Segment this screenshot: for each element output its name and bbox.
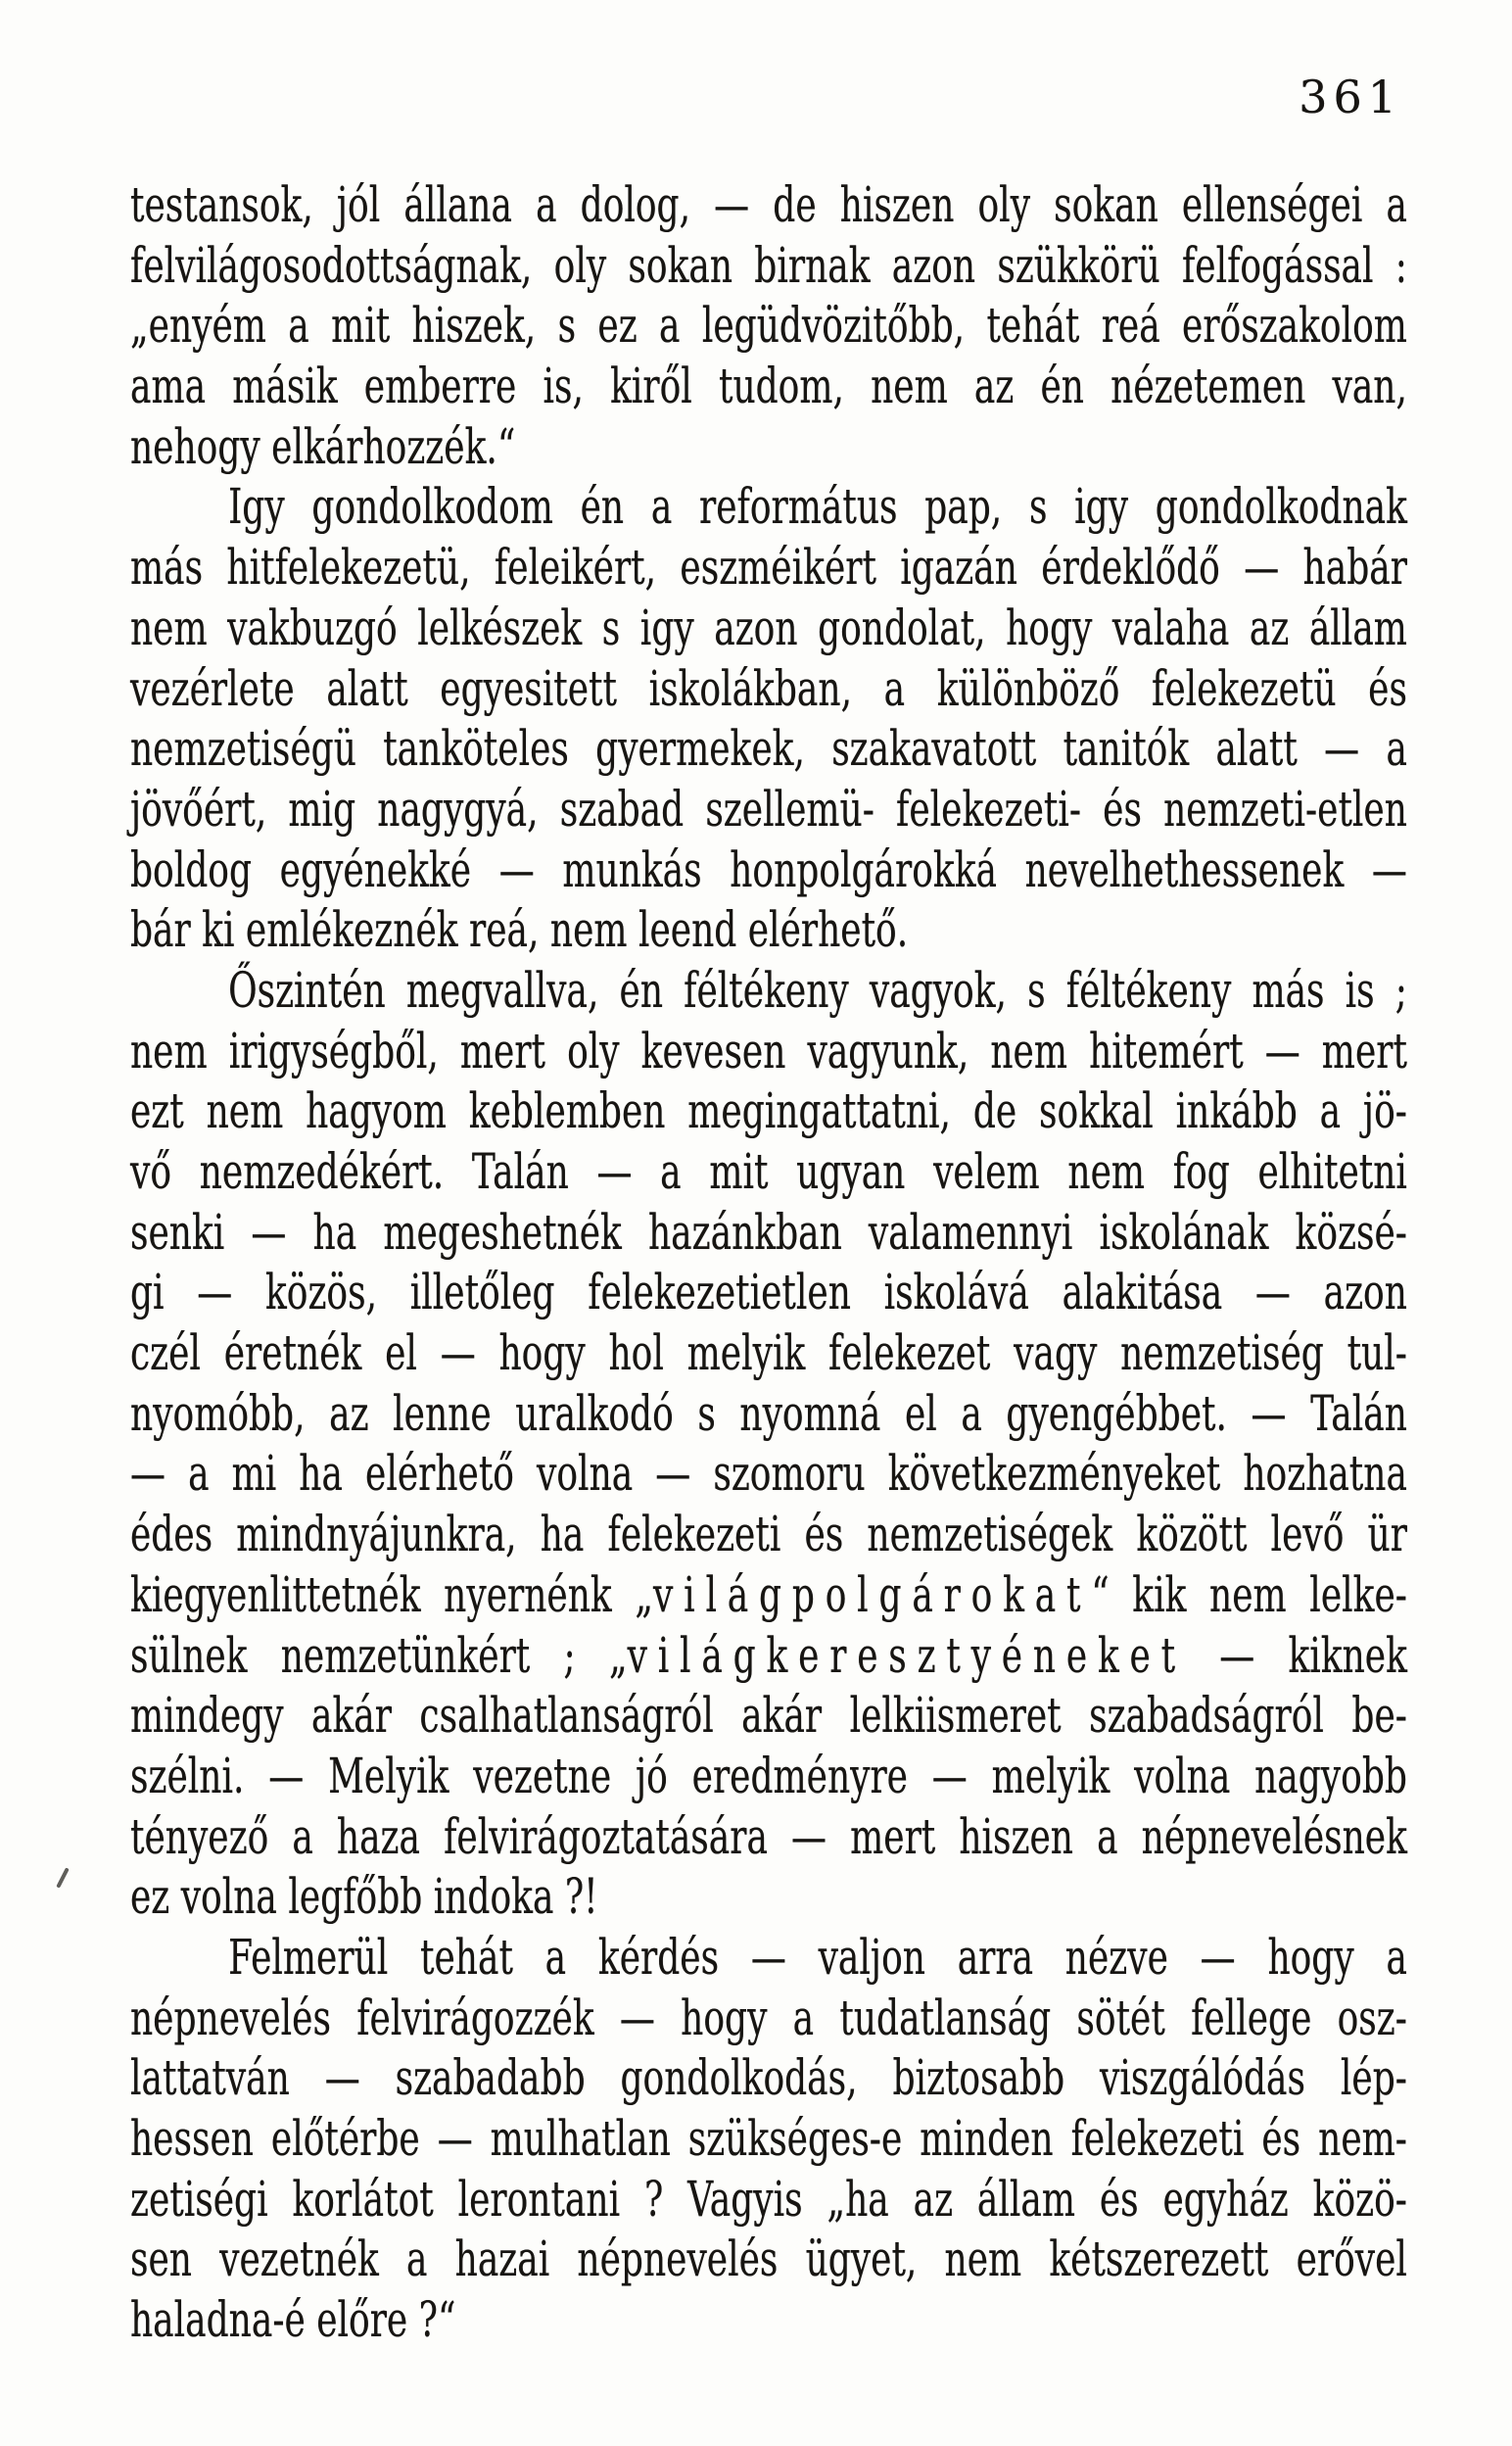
text-line: ezt nem hagyom keblemben megingattatni, de sokkal inkább a jö- [130,1082,1407,1140]
letterspaced-emphasis: világpolgárokat [652,1565,1092,1623]
text-line: nemzetiségü tanköteles gyermekek, szakavatott tanitók alatt — a [130,720,1407,778]
text-line: mindegy akár csalhatlanságról akár lelkiismeret szabadságról be- [130,1687,1407,1745]
ink-speck [56,1867,70,1888]
text-line: — a mi ha elérhető volna — szomoru következményeket hozhatna [130,1445,1407,1503]
text-line: más hitfelekezetü, feleikért, eszméikért igazán érdeklődő — habár [130,539,1407,597]
text-line: „enyém a mit hiszek, s ez a legüdvözitőbb, tehát reá erőszakolom [130,297,1407,355]
text-line: nehogy elkárhozzék.“ [130,417,516,475]
text-line: Igy gondolkodom én a református pap, s igy gondolkodnak [228,478,1407,536]
text-line: zetiségi korlátot lerontani ? Vagyis „ha az állam és egyház közö- [130,2170,1407,2228]
text-line: senki — ha megeshetnék hazánkban valamennyi iskolának közsé- [130,1203,1407,1261]
text-line: testansok, jól állana a dolog, — de hiszen oly sokan ellenségei a [130,176,1407,233]
text-line: jövőért, mig nagygyá, szabad szellemü- felekezeti- és nemzeti-etlen [130,780,1407,838]
text-line: haladna-é előre ?“ [130,2291,456,2349]
text-line: kiegyenlittetnék nyernénk „világpolgárokat“ kik nem lelke- [130,1565,1407,1623]
text-line: hessen előtérbe — mulhatlan szükséges-e minden felekezeti és nem- [130,2110,1407,2167]
text-line: czél éretnék el — hogy hol melyik felekezet vagy nemzetiség tul- [130,1324,1407,1382]
letterspaced-emphasis: világkeresztyéneket [627,1626,1186,1684]
text-line: boldog egyénekké — munkás honpolgárokká nevelhethessenek — [130,840,1407,898]
page-number: 361 [1299,71,1402,123]
text-line: lattatván — szabadabb gondolkodás, biztosabb viszgálódás lép- [130,2049,1407,2107]
text-line: tényező a haza felvirágoztatására — mert hiszen a népnevelésnek [130,1807,1407,1865]
text-line: felvilágosodottságnak, oly sokan birnak azon szükkörü felfogással : [130,236,1407,294]
text-line: gi — közös, illetőleg felekezetietlen iskolává alakitása — azon [130,1264,1407,1321]
text-line: Őszintén megvallva, én féltékeny vagyok, s féltékeny más is ; [228,961,1407,1019]
text-line: ama másik emberre is, kiről tudom, nem az én nézetemen van, [130,358,1407,415]
text-line: édes mindnyájunkra, ha felekezeti és nemzetiségek között levő ür [130,1506,1407,1563]
text-line: vő nemzedékért. Talán — a mit ugyan velem nem fog elhitetni [130,1143,1407,1200]
text-line: nem irigységből, mert oly kevesen vagyunk, nem hitemért — mert [130,1022,1407,1079]
text-line: népnevelés felvirágozzék — hogy a tudatlanság sötét fellege osz- [130,1989,1407,2046]
text-line: ez volna legfőbb indoka ?! [130,1868,598,1926]
text-line: nyomóbb, az lenne uralkodó s nyomná el a gyengébbet. — Talán [130,1384,1407,1442]
body-text [130,175,1407,2351]
text-line: sülnek nemzetünkért ; „világkeresztyéneket — kiknek [130,1626,1407,1684]
text-line: bár ki emlékeznék reá, nem leend elérhető. [130,901,909,959]
text-line: Felmerül tehát a kérdés — valjon arra nézve — hogy a [228,1928,1407,1986]
text-line: nem vakbuzgó lelkészek s igy azon gondolat, hogy valaha az állam [130,599,1407,656]
text-line: vezérlete alatt egyesitett iskolákban, a különböző felekezetü és [130,659,1407,717]
text-line: szélni. — Melyik vezetne jó eredményre — melyik volna nagyobb [130,1747,1407,1804]
text-line: sen vezetnék a hazai népnevelés ügyet, nem kétszerezett erővel [130,2230,1407,2288]
